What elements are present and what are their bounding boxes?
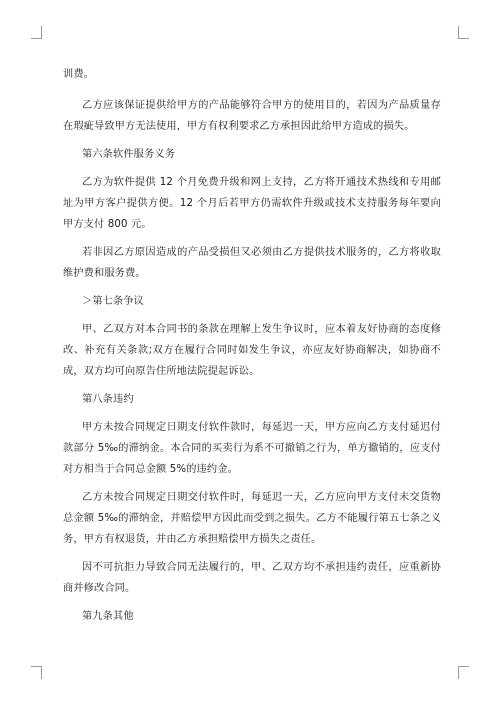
paragraph-software-support: 乙方为软件提供 12 个月免费升级和网上支持，乙方将开通技术热线和专用邮址为甲方客户提供方便。12 个月后若甲方仍需软件升级或技术支持服务每年要向甲方支付 800 元。 [63,177,441,230]
document-body [63,64,441,634]
paragraph-continuation: 训费。 [63,69,95,80]
paragraph-buyer-default: 甲方未按合同规定日期支付软件款时，每延迟一天，甲方应向乙方支付延迟付款部分 5‰的滞纳金。本合同的买卖行为系不可撤销之行为，单方撤销的，应支付对方相当于合同总金额 5%的违约金。 [63,422,441,475]
paragraph-quality-warranty: 乙方应该保证提供给甲方的产品能够符合甲方的使用目的，若因为产品质量存在瑕疵导致甲方无法使用，甲方有权利要求乙方承担因此给甲方造成的损失。 [63,100,441,132]
crop-mark-bottom-right [458,666,469,679]
paragraph-force-majeure: 因不可抗拒力导致合同无法履行的，甲、乙双方均不承担违约责任，应重新协商并修改合同。 [63,562,441,594]
crop-mark-bottom-left [31,666,42,679]
section-heading-7: ＞第七条争议 [82,296,145,307]
section-heading-6: 第六条软件服务义务 [82,149,176,160]
paragraph-seller-default: 乙方未按合同规定日期交付软件时，每延迟一天，乙方应向甲方支付未交货物总金额 5‰的滞纳金，并赔偿甲方因此而受到之损失。乙方不能履行第五七条之义务，甲方有权退货，并由乙方承担赔偿甲方损失之责任。 [63,492,441,545]
crop-mark-top-left [31,26,42,39]
section-heading-8: 第八条违约 [82,394,134,405]
paragraph-maintenance-fee: 若非因乙方原因造成的产品受损但又必须由乙方提供技术服务的，乙方将收取维护费和服务费。 [63,247,441,279]
crop-mark-top-right [458,26,469,39]
section-heading-9: 第九条其他 [82,611,134,622]
paragraph-dispute: 甲、乙双方对本合同书的条款在理解上发生争议时，应本着友好协商的态度修改、补充有关条款;双方在履行合同时如发生争议，亦应友好协商解决，如协商不成，双方均可向原告住所地法院提起诉讼。 [63,324,441,377]
